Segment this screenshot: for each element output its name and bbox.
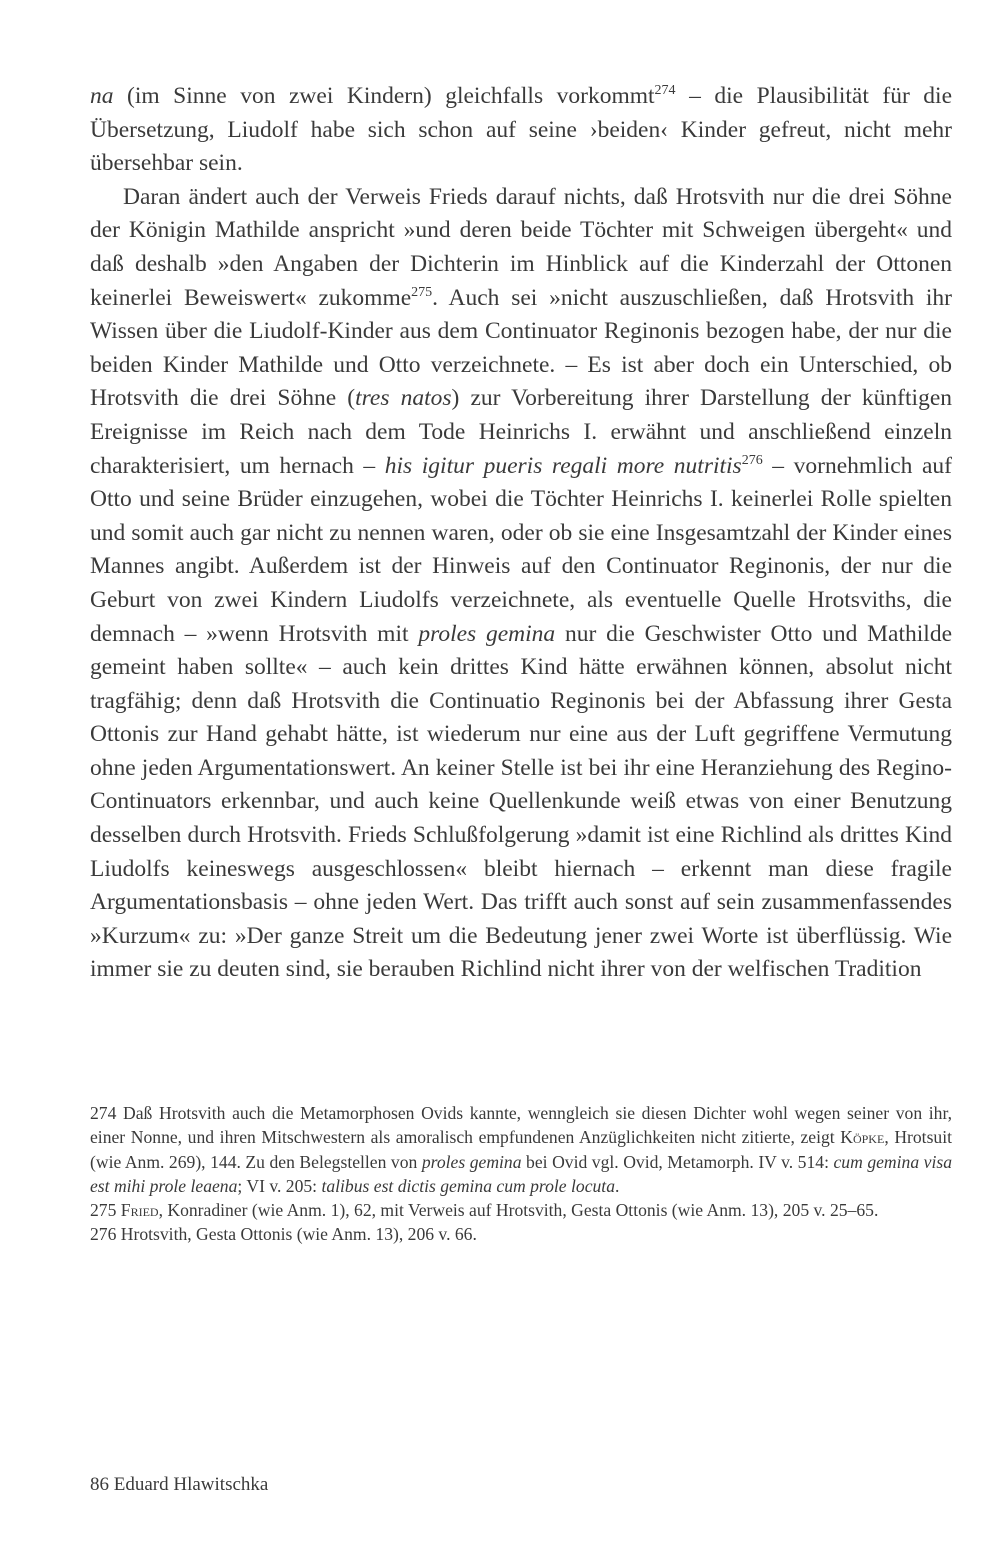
page-number: 86	[90, 1474, 109, 1495]
body-text	[90, 80, 952, 987]
footnote-text: , Konradiner (wie Anm. 1), 62, mit Verweis auf Hrotsvith, Gesta Ottonis (wie Anm. 13), 205 v. 25–65.	[158, 1200, 879, 1221]
latin-quote: his igitur pueris regali more nutritis	[384, 452, 742, 479]
footnote-text: , Hrotsuit (wie Anm. 269), 144. Zu den Belegstellen von	[90, 1127, 952, 1172]
footnote-ref-274[interactable]: 274	[654, 83, 676, 98]
latin-term: proles gemina	[418, 620, 556, 647]
footnote-number: 276	[90, 1224, 117, 1245]
footnote-275	[90, 1198, 952, 1222]
latin-term: proles gemina	[421, 1151, 522, 1172]
running-author: Eduard Hlawitschka	[113, 1474, 269, 1495]
text-run: – die Plausibilität für die Übersetzung, Liudolf habe sich schon auf seine ›beiden‹ Kinder gefreut, nicht mehr übersehbar sein.	[90, 83, 952, 177]
text-run: ) zur Vorbereitung ihrer Darstellung der künftigen Ereignisse im Reich nach dem Tode Heinrichs I. erwähnt und anschließend einzeln charakterisiert, um hernach –	[90, 385, 952, 479]
latin-term: na	[90, 83, 114, 109]
text-run: – vornehmlich auf Otto und seine Brüder einzugehen, wobei die Töchter Heinrichs I. keinerlei Rolle spielten und somit auch gar nicht zu nennen waren, oder ob sie eine Insgesamtzahl der Kinder eines Mannes angibt. Außerdem ist der Hinweis auf den Continuator Reginonis, der nur die Geburt von zwei Kindern Liudolfs verzeichnete, als eventuelle Quelle Hrotsviths, die demnach – »wenn Hrotsvith mit	[90, 452, 952, 647]
footnote-ref-276[interactable]: 276	[741, 452, 763, 468]
paragraph-2	[90, 181, 952, 987]
footnote-number: 274	[90, 1103, 117, 1123]
cited-author: Fried	[120, 1200, 159, 1221]
footnote-text: bei Ovid vgl. Ovid, Metamorph. IV v. 514:	[521, 1151, 834, 1172]
footnote-text: Daß Hrotsvith auch die Metamorphosen Ovids kannte, wenngleich sie diesen Dichter wohl wegen seiner von ihr, einer Nonne, und ihren Mitschwestern als amoralisch empfundenen Anzüglichkeiten nicht zitierte, zeigt	[90, 1103, 952, 1148]
text-run: nur die Geschwister Otto und Mathilde gemeint haben sollte« – auch kein drittes Kind hätte erwähnen können, absolut nicht tragfähig; denn daß Hrotsvith die Continuatio Reginonis bei der Abfassung ihrer Gesta Ottonis zur Hand gehabt hätte, ist wiederum nur eine aus der Luft gegriffene Vermutung ohne jeden Argumentationswert. An keiner Stelle ist bei ihr eine Heranziehung des Regino-Continuators erkennbar, und auch keine Quellenkunde weiß etwas von einer Benutzung desselben durch Hrotsvith. Frieds Schlußfolgerung »damit ist eine Richlind als drittes Kind Liudolfs keineswegs ausgeschlossen« bleibt hiernach – erkennt man diese fragile Argumentationsbasis – ohne jeden Wert. Das trifft auch sonst auf sein zusammenfassendes »Kurzum« zu: »Der ganze Streit um die Bedeutung jener zwei Worte ist überflüssig. Wie immer sie zu deuten sind, sie berauben Richlind nicht ihrer von der welfischen Tradition	[90, 620, 952, 983]
paragraph-1	[90, 80, 952, 181]
footnote-274	[90, 1101, 952, 1198]
text-run: (im Sinne von zwei Kindern) gleichfalls vorkommt	[113, 83, 655, 109]
footnote-276	[90, 1222, 952, 1246]
latin-quote: cum gemina visa est mihi prole leaena	[90, 1151, 952, 1196]
page-footer	[90, 1473, 268, 1497]
cited-author: Köpke	[840, 1127, 885, 1148]
latin-quote: talibus est dictis gemina cum prole locuta	[321, 1175, 615, 1196]
latin-term: tres natos	[355, 385, 452, 412]
footnote-text: .	[615, 1175, 620, 1196]
footnotes	[90, 1101, 952, 1247]
text-run: Daran ändert auch der Verweis Frieds darauf nichts, daß Hrotsvith nur die drei Söhne der Königin Mathilde anspricht »und deren beide Töchter mit Schweigen übergeht« und daß deshalb »den Angaben der Dichterin im Hinblick auf die Kinderzahl der Ottonen keinerlei Beweiswert« zukomme	[90, 183, 952, 311]
text-run: . Auch sei »nicht auszuschließen, daß Hrotsvith ihr Wissen über die Liudolf-Kinder aus dem Continuator Reginonis bezogen habe, der nur die beiden Kinder Mathilde und Otto verzeichnete. – Es ist aber doch ein Unterschied, ob Hrotsvith die drei Söhne (	[90, 284, 952, 412]
footnote-number: 275	[90, 1200, 117, 1221]
footnote-text: ; VI v. 205:	[237, 1175, 322, 1196]
footnote-text: Hrotsvith, Gesta Ottonis (wie Anm. 13), 206 v. 66.	[116, 1224, 477, 1245]
footnote-ref-275[interactable]: 275	[411, 284, 433, 300]
